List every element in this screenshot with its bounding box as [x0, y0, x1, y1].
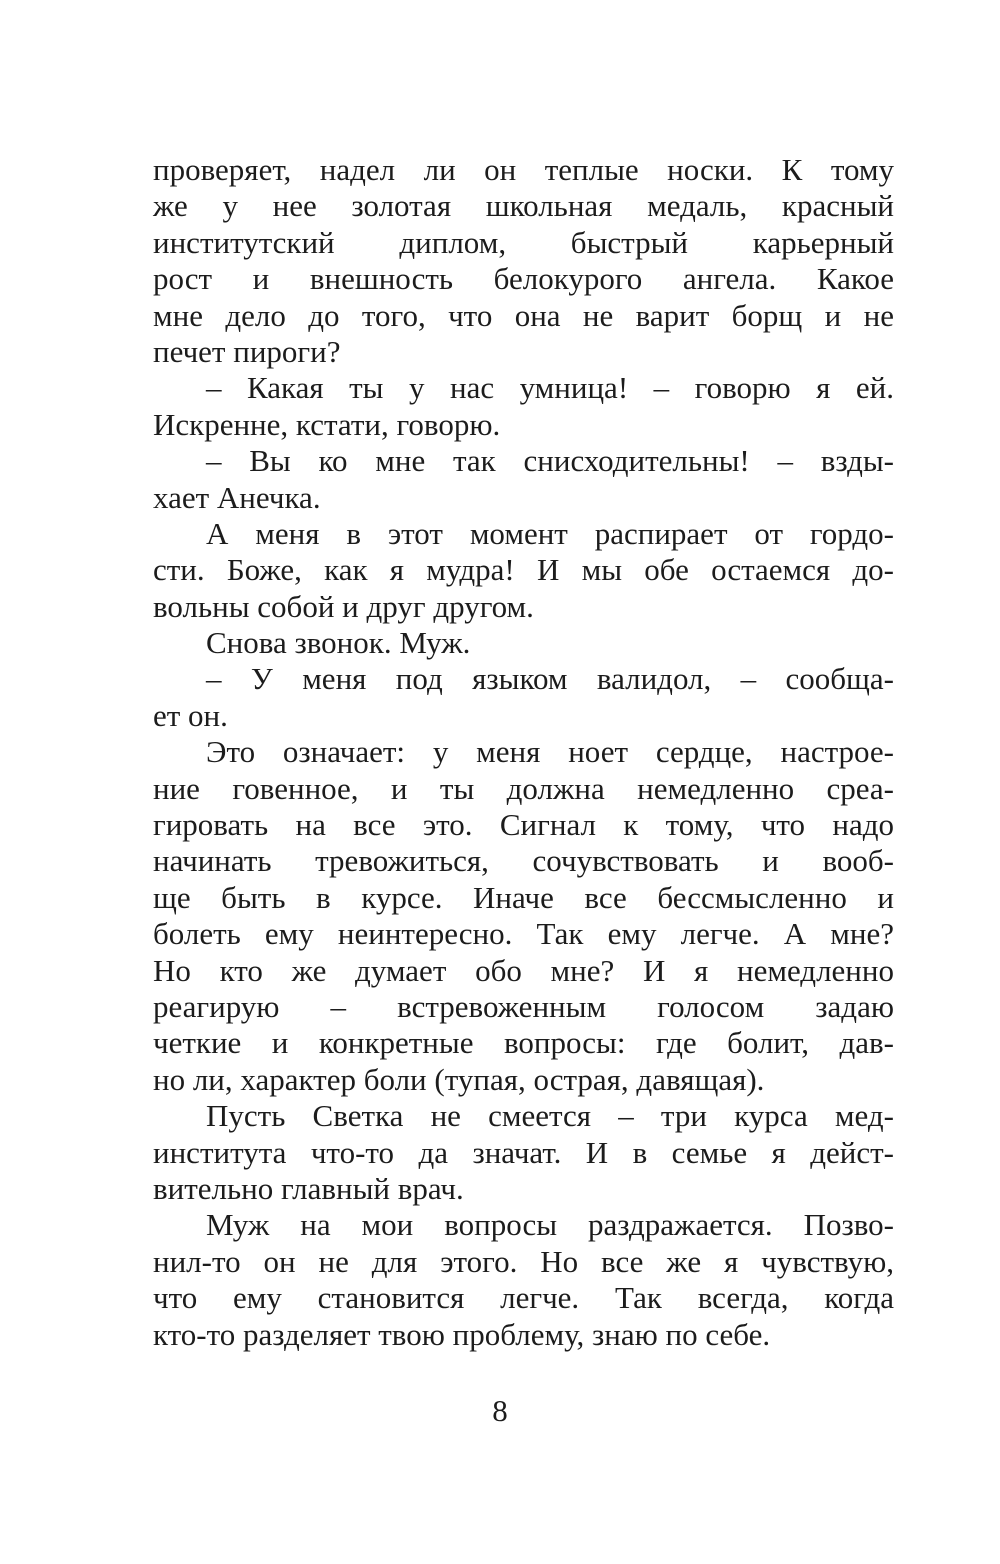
- text-line: – У меня под языком валидол, – сообща-: [206, 661, 894, 697]
- text-line: – Какая ты у нас умница! – говорю я ей.: [206, 370, 894, 406]
- text-line: мне дело до того, что она не варит борщ и не: [153, 297, 894, 333]
- page-number: 8: [492, 1393, 508, 1428]
- text-line: хает Анечка.: [153, 479, 321, 515]
- text-line: же у нее золотая школьная медаль, красный: [153, 188, 894, 224]
- text-line: вольны собой и друг другом.: [153, 588, 534, 624]
- text-line: Но кто же думает обо мне? И я немедленно: [153, 952, 894, 988]
- text-line: вительно главный врач.: [153, 1170, 464, 1206]
- text-line: кто-то разделяет твою проблему, знаю по себе.: [153, 1316, 771, 1352]
- text-line: Искренне, кстати, говорю.: [153, 406, 501, 442]
- text-line: печет пироги?: [153, 333, 341, 369]
- text-line: Муж на мои вопросы раздражается. Позво-: [206, 1207, 894, 1243]
- text-line: Пусть Светка не смеется – три курса мед-: [206, 1098, 894, 1134]
- text-line: сти. Боже, как я мудра! И мы обе остаемся до-: [153, 552, 894, 588]
- text-line: что ему становится легче. Так всегда, когда: [153, 1280, 894, 1316]
- text-line: А меня в этот момент распирает от гордо-: [206, 515, 894, 551]
- text-line: нил-то он не для этого. Но все же я чувствую,: [153, 1243, 894, 1279]
- text-line: – Вы ко мне так снисходительны! – взды-: [206, 443, 894, 479]
- text-line: болеть ему неинтересно. Так ему легче. А мне?: [153, 916, 894, 952]
- text-line: реагирую – встревоженным голосом задаю: [153, 988, 894, 1024]
- text-line: Это означает: у меня ноет сердце, настрое-: [206, 734, 894, 770]
- text-line: четкие и конкретные вопросы: где болит, дав-: [153, 1025, 894, 1061]
- text-line: Снова звонок. Муж.: [206, 625, 471, 661]
- text-line: ет он.: [153, 697, 228, 733]
- text-line: начинать тревожиться, сочувствовать и вооб-: [153, 843, 894, 879]
- body-text: [153, 152, 894, 1353]
- text-line: гировать на все это. Сигнал к тому, что надо: [153, 807, 894, 843]
- text-line: института что-то да значат. И в семье я дейст-: [153, 1134, 894, 1170]
- text-line: институтский диплом, быстрый карьерный: [153, 224, 894, 260]
- text-line: ще быть в курсе. Иначе все бессмысленно и: [153, 879, 894, 915]
- text-line: но ли, характер боли (тупая, острая, давящая).: [153, 1061, 765, 1097]
- text-line: проверяет, надел ли он теплые носки. К тому: [153, 152, 894, 187]
- text-line: рост и внешность белокурого ангела. Какое: [153, 261, 894, 297]
- text-line: ние говенное, и ты должна немедленно среа-: [153, 770, 894, 806]
